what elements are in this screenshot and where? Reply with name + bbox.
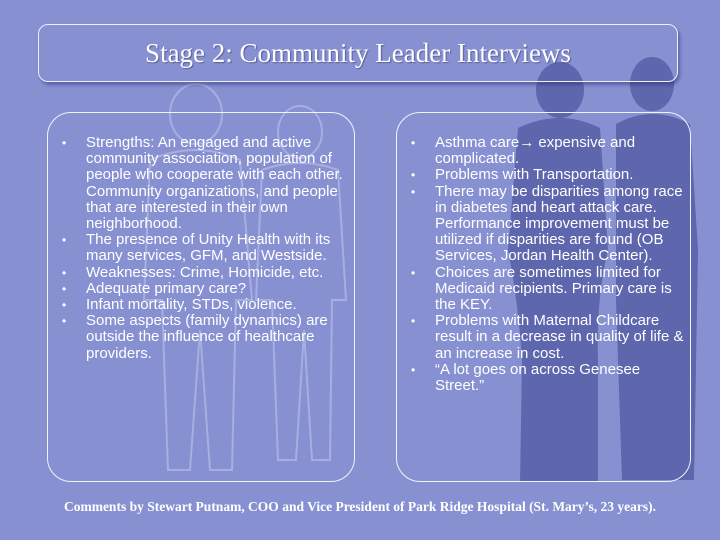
list-item: • Problems with Maternal Childcare result in a decrease in quality of life & an increase in cost. bbox=[411, 312, 684, 362]
bullet-icon: • bbox=[411, 168, 416, 183]
bullet-icon: • bbox=[411, 136, 416, 150]
right-panel bbox=[396, 112, 691, 482]
list-item: • Adequate primary care? bbox=[62, 279, 247, 297]
left-panel bbox=[47, 112, 355, 482]
list-item: • Asthma care→ expensive and complicated. bbox=[411, 134, 636, 168]
bullet-icon: • bbox=[411, 362, 416, 377]
list-item: • Weaknesses: Crime, Homicide, etc. bbox=[62, 263, 324, 281]
bullet-icon: • bbox=[62, 314, 67, 329]
bullet-icon: • bbox=[411, 265, 416, 280]
slide-title: Stage 2: Community Leader Interviews bbox=[145, 37, 571, 68]
list-item: • Some aspects (family dynamics) are outside the influence of healthcare providers. bbox=[62, 312, 328, 362]
bullet-icon: • bbox=[62, 233, 67, 248]
bullet-icon: • bbox=[62, 136, 67, 150]
list-item: • Infant mortality, STDs, violence. bbox=[62, 296, 297, 314]
list-item: • The presence of Unity Health with its many services, GFM, and Westside. bbox=[62, 231, 331, 265]
bullet-icon: • bbox=[411, 314, 416, 329]
list-item: • “A lot goes on across Genesee Street.” bbox=[411, 360, 641, 395]
title-box bbox=[38, 24, 678, 82]
list-item: • Choices are sometimes limited for Medicaid recipients. Primary care is the KEY. bbox=[411, 263, 672, 314]
list-item: • Problems with Transportation. bbox=[411, 166, 634, 184]
bullet-icon: • bbox=[62, 265, 67, 280]
list-item: • Strengths: An engaged and active community association, population of people who cooperate with each other. Community organizations, and people that are interested in their own neighborhood. bbox=[62, 134, 343, 233]
list-item: • There may be disparities among race in diabetes and heart attack care. Performance improvement must be utilized if disparities are found (OB Services, Jordan Health Center). bbox=[411, 182, 683, 265]
bullet-icon: • bbox=[411, 184, 416, 199]
right-bullet-list bbox=[411, 135, 691, 394]
left-bullet-list bbox=[62, 135, 350, 362]
bullet-icon: • bbox=[62, 298, 67, 313]
footer-credit: Comments by Stewart Putnam, COO and Vice President of Park Ridge Hospital (St. Mary’s, 23 years). bbox=[63, 499, 657, 514]
bullet-icon: • bbox=[62, 281, 67, 296]
